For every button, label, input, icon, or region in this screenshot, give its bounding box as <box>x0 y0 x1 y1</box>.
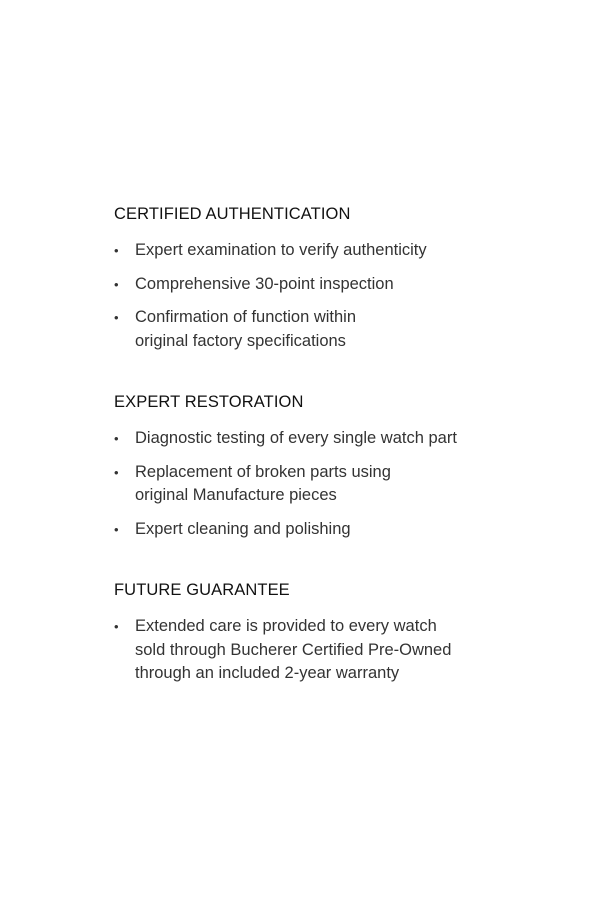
section-title: CERTIFIED AUTHENTICATION <box>114 205 351 223</box>
list-item-text: Expert cleaning and polishing <box>135 519 351 538</box>
section-title: EXPERT RESTORATION <box>114 393 304 411</box>
section-title: FUTURE GUARANTEE <box>114 581 290 599</box>
bullet-list <box>114 239 554 353</box>
section-expert-restoration <box>114 391 554 541</box>
list-item <box>114 427 554 451</box>
bullet-icon: • <box>114 243 119 258</box>
section-future-guarantee <box>114 579 554 686</box>
list-item-text: Expert examination to verify authenticity <box>135 241 427 259</box>
list-item <box>114 273 554 297</box>
list-item-text: Extended care is provided to every watch sold through Bucherer Certified Pre-Owned through an included 2-year warranty <box>135 617 452 682</box>
bullet-icon: • <box>114 464 119 480</box>
list-item <box>114 239 554 263</box>
list-item-text: Comprehensive 30-point inspection <box>135 274 394 293</box>
bullet-icon: • <box>114 310 119 325</box>
list-item-text: Replacement of broken parts using original Manufacture pieces <box>135 462 391 504</box>
list-item-text: Confirmation of function within original factory specifications <box>135 308 357 350</box>
bullet-icon: • <box>114 431 119 446</box>
bullet-icon: • <box>114 276 119 292</box>
list-item <box>114 518 554 542</box>
list-item-text: Diagnostic testing of every single watch part <box>135 429 457 447</box>
bullet-icon: • <box>114 521 119 537</box>
bullet-list <box>114 427 554 541</box>
section-certified-authentication <box>114 203 554 353</box>
list-item <box>114 461 554 508</box>
bullet-list <box>114 615 554 686</box>
list-item <box>114 615 554 686</box>
feature-list <box>114 203 554 686</box>
bullet-icon: • <box>114 619 119 634</box>
list-item <box>114 306 554 353</box>
